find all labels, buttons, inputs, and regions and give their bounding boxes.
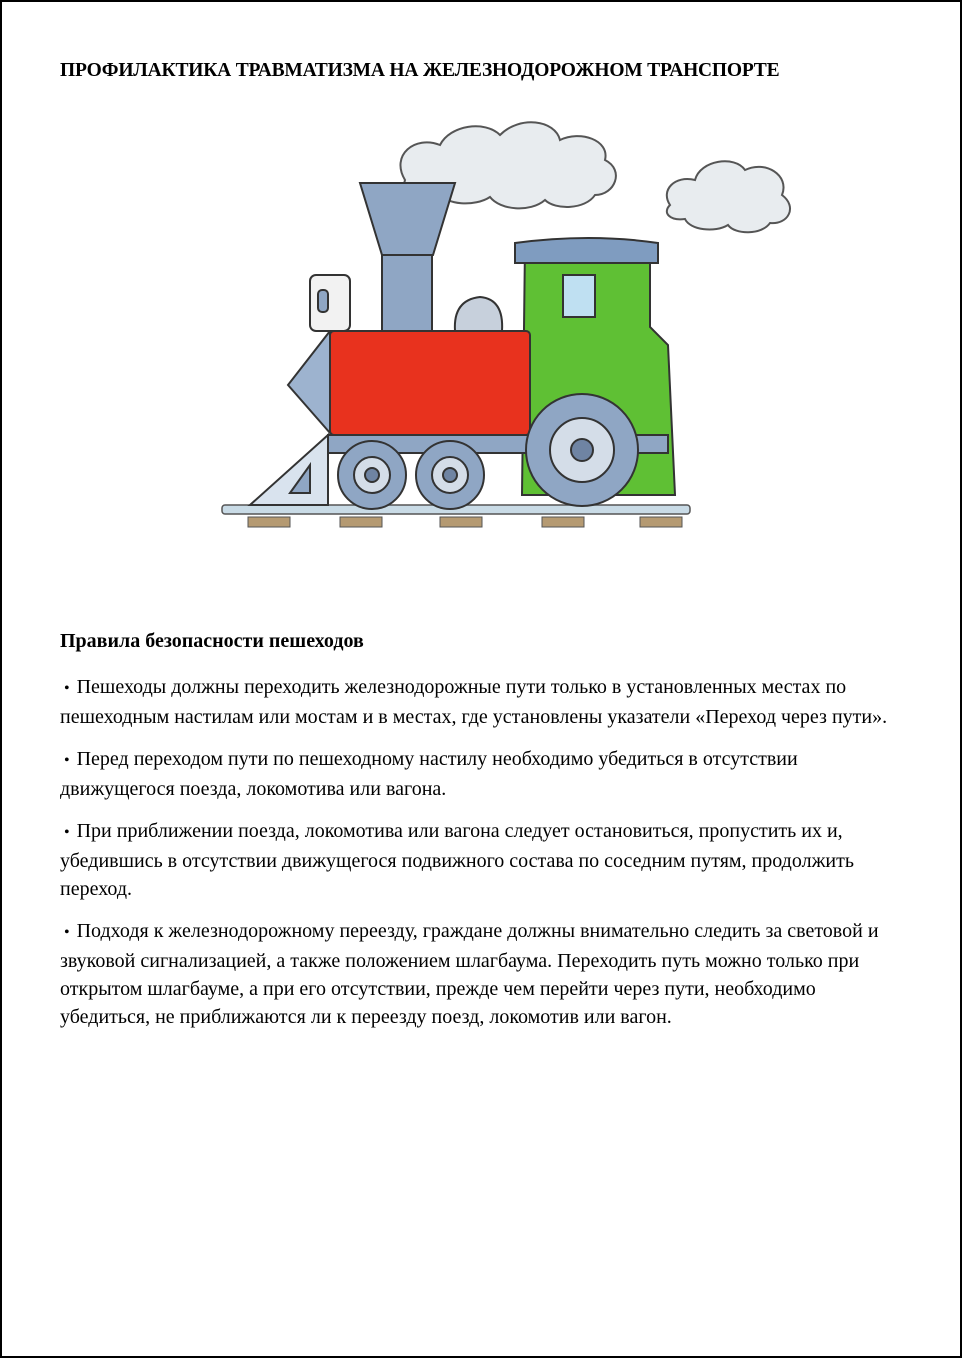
- bullet-icon: •: [64, 752, 70, 769]
- rule-text: При приближении поезда, локомотива или вагона следует остановиться, пропустить их и, убедившись в отсутствии движущегося подвижного состава по соседним путям, продолжить переход.: [60, 820, 854, 900]
- list-item: [60, 673, 910, 731]
- bullet-icon: •: [64, 680, 70, 697]
- section-heading: Правила безопасности пешеходов: [60, 630, 364, 652]
- rule-text: Подходя к железнодорожному переезду, граждане должны внимательно следить за световой и звуковой сигнализацией, а также положением шлагбаума. Переходить путь можно только при открытом шлагбауме, а при его отсутствии, прежде чем перейти через пути, необходимо убедиться, не приближаются ли к переезду поезд, локомотив или вагон.: [60, 920, 879, 1028]
- steam-locomotive-illustration: [150, 95, 810, 565]
- rule-text: Перед переходом пути по пешеходному настилу необходимо убедиться в отсутствии движущегося поезда, локомотива или вагона.: [60, 748, 798, 800]
- bullet-icon: •: [64, 924, 70, 941]
- list-item: [60, 817, 910, 903]
- bullet-icon: •: [64, 824, 70, 841]
- smoke-cloud: [393, 122, 790, 232]
- rule-text: Пешеходы должны переходить железнодорожные пути только в установленных местах по пешеходным настилам или мостам и в местах, где установлены указатели «Переход через пути».: [60, 676, 888, 728]
- locomotive-chimney: [310, 183, 455, 331]
- list-item: [60, 917, 910, 1031]
- list-item: [60, 745, 910, 803]
- page-title: ПРОФИЛАКТИКА ТРАВМАТИЗМА НА ЖЕЛЕЗНОДОРОЖНОМ ТРАНСПОРТЕ: [60, 60, 780, 81]
- safety-rules-list: [60, 673, 910, 1045]
